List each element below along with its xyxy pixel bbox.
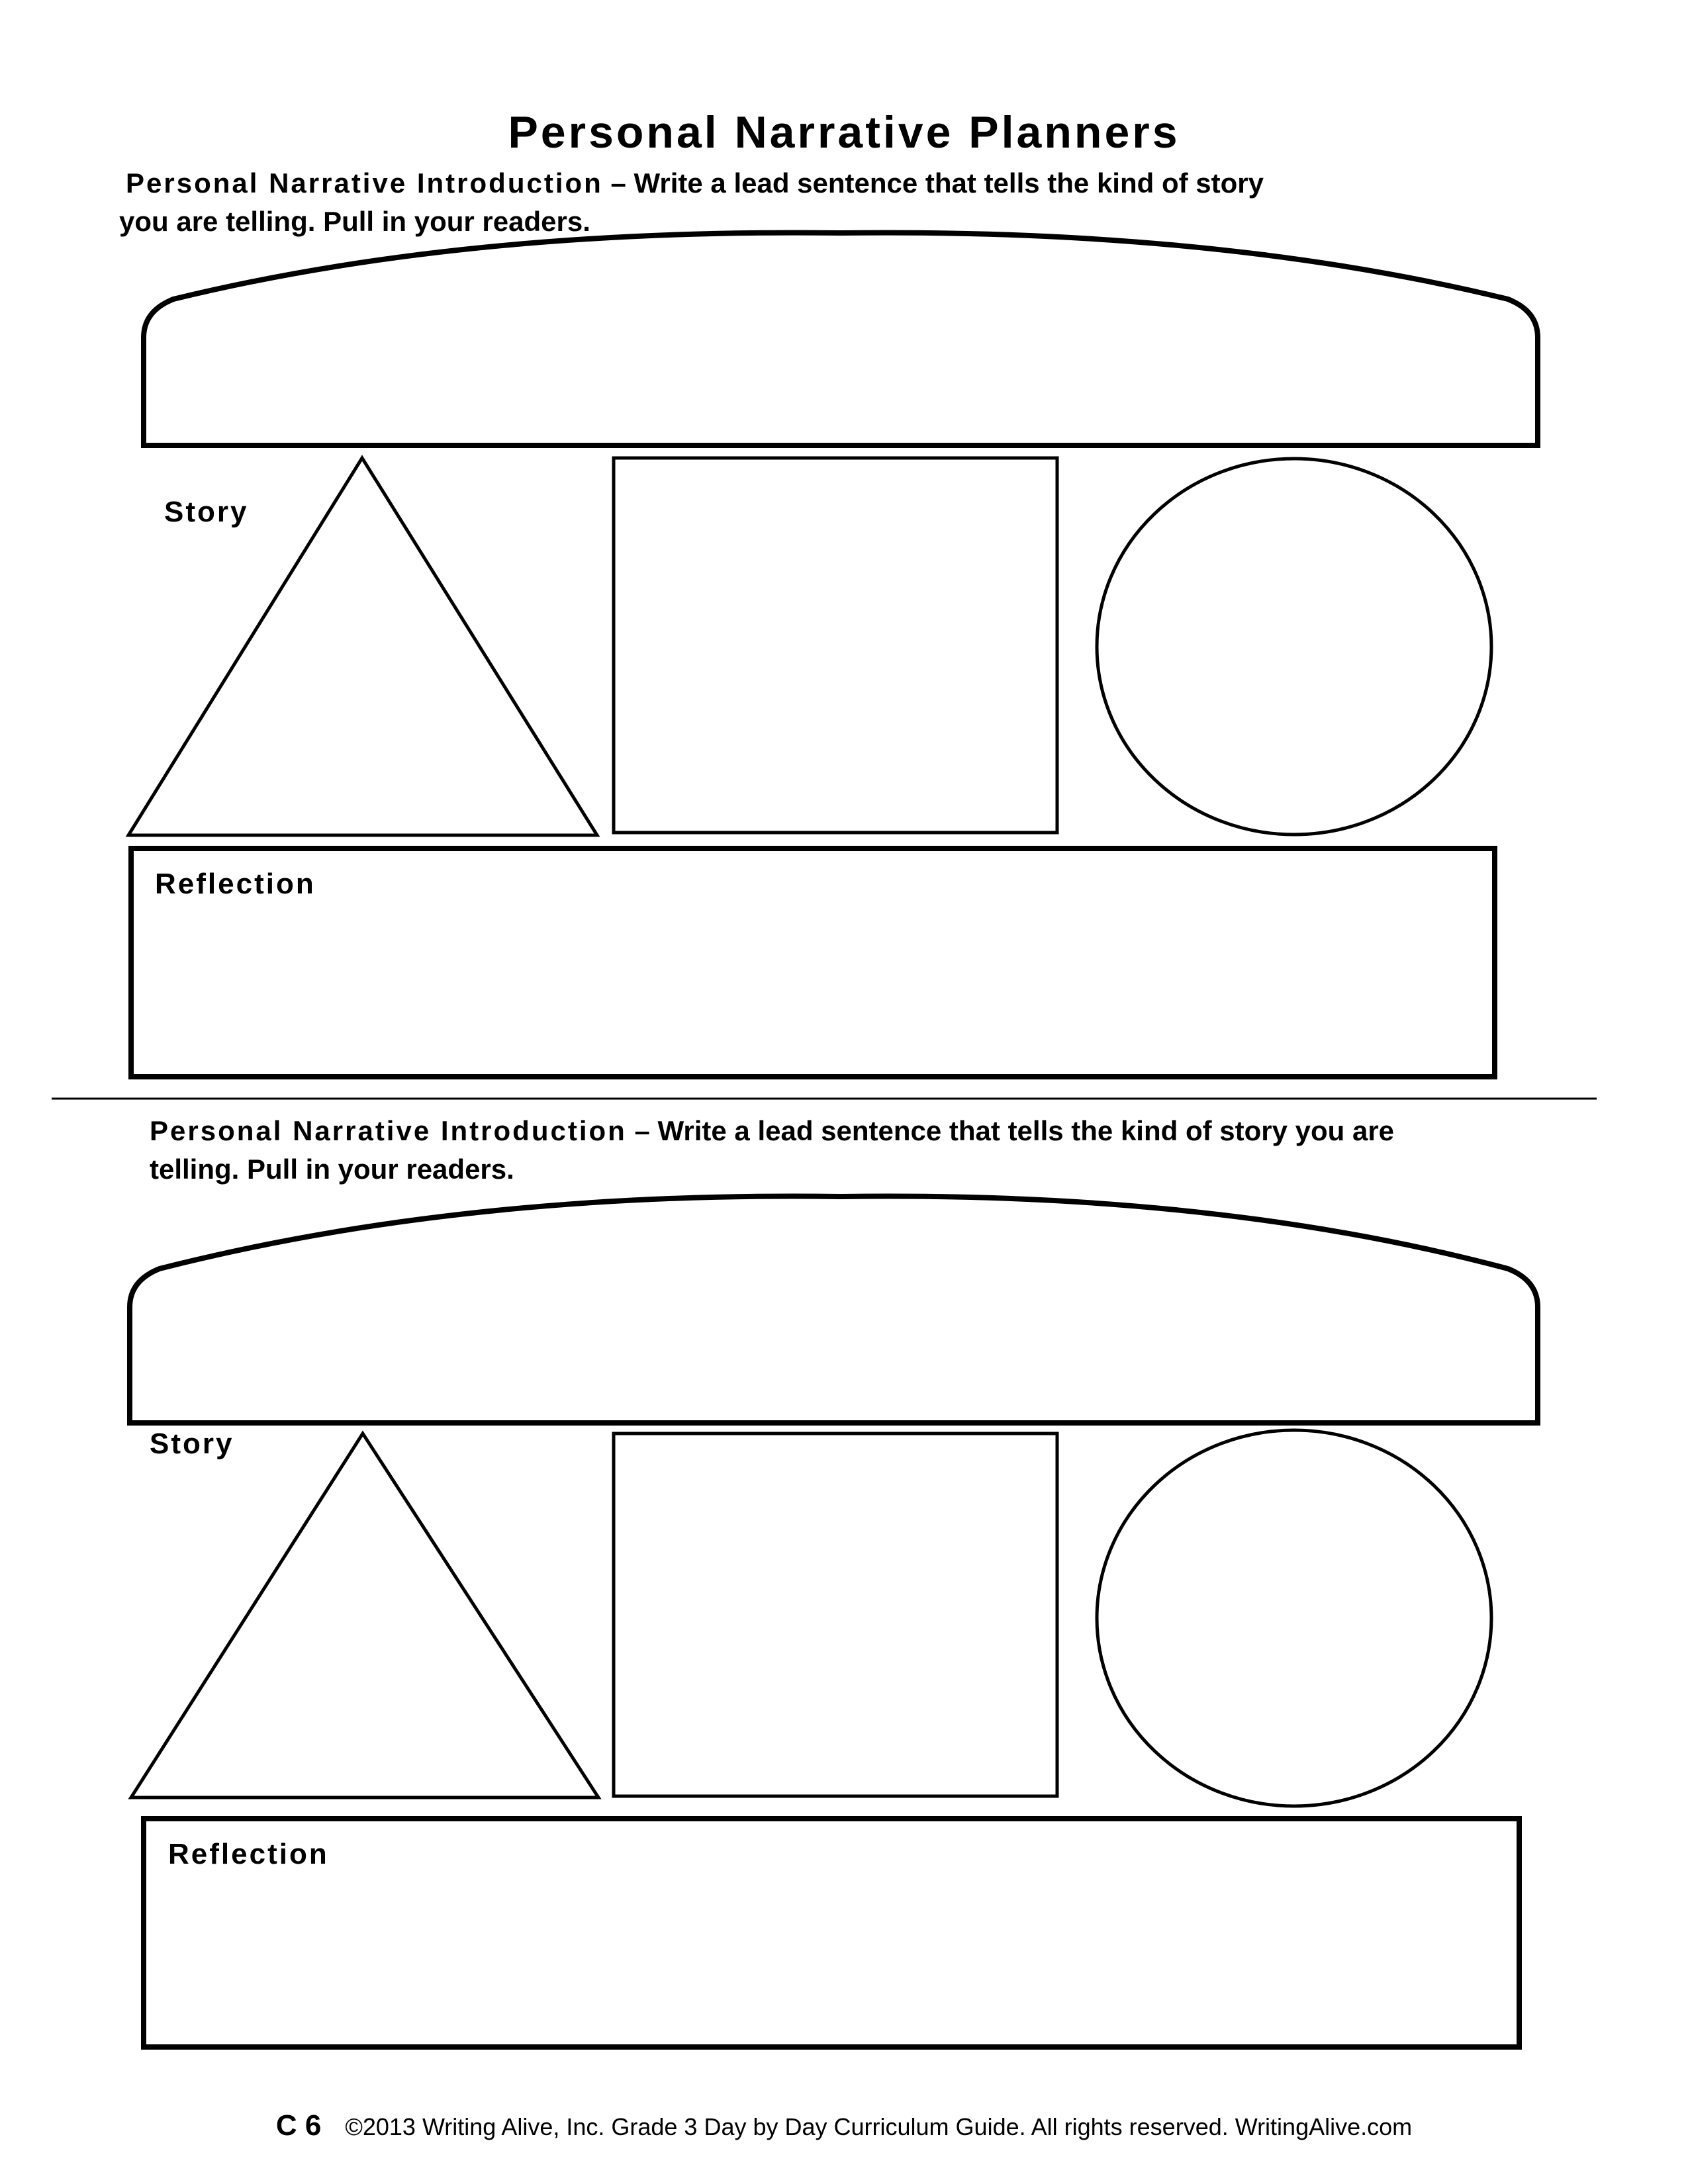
reflection-label-1: Reflection [155,868,316,900]
story-circle-2 [1097,1430,1491,1806]
intro-lead-1: Personal Narrative Introduction [126,167,603,199]
intro-line1-2: – Write a lead sentence that tells the kind of story you are [626,1115,1395,1146]
page-footer [0,2111,1688,2142]
intro-line2-2: telling. Pull in your readers. [150,1154,514,1185]
page-title: Personal Narrative Planners [508,107,1180,158]
intro-instructions-1 [126,164,1264,203]
reflection-box-1 [131,848,1495,1077]
page-number: C 6 [275,2109,322,2142]
story-triangle-2 [131,1433,598,1797]
copyright-text: ©2013 Writing Alive, Inc. Grade 3 Day by Day Curriculum Guide. All rights reserved. WritingAlive.com [345,2113,1413,2140]
reflection-label-2: Reflection [168,1838,329,1870]
intro-dome-2 [130,1196,1538,1423]
intro-line2-1: you are telling. Pull in your readers. [119,206,590,237]
story-square-2 [614,1433,1057,1796]
intro-lead-2: Personal Narrative Introduction [150,1115,627,1146]
intro-instructions-2 [150,1112,1394,1150]
reflection-box-2 [144,1819,1519,2047]
story-label-2: Story [150,1428,234,1460]
story-label-1: Story [164,496,249,528]
intro-line1-1: – Write a lead sentence that tells the kind of story [602,167,1264,199]
intro-dome-1 [144,233,1538,445]
story-circle-1 [1097,459,1491,835]
story-square-1 [614,458,1057,833]
